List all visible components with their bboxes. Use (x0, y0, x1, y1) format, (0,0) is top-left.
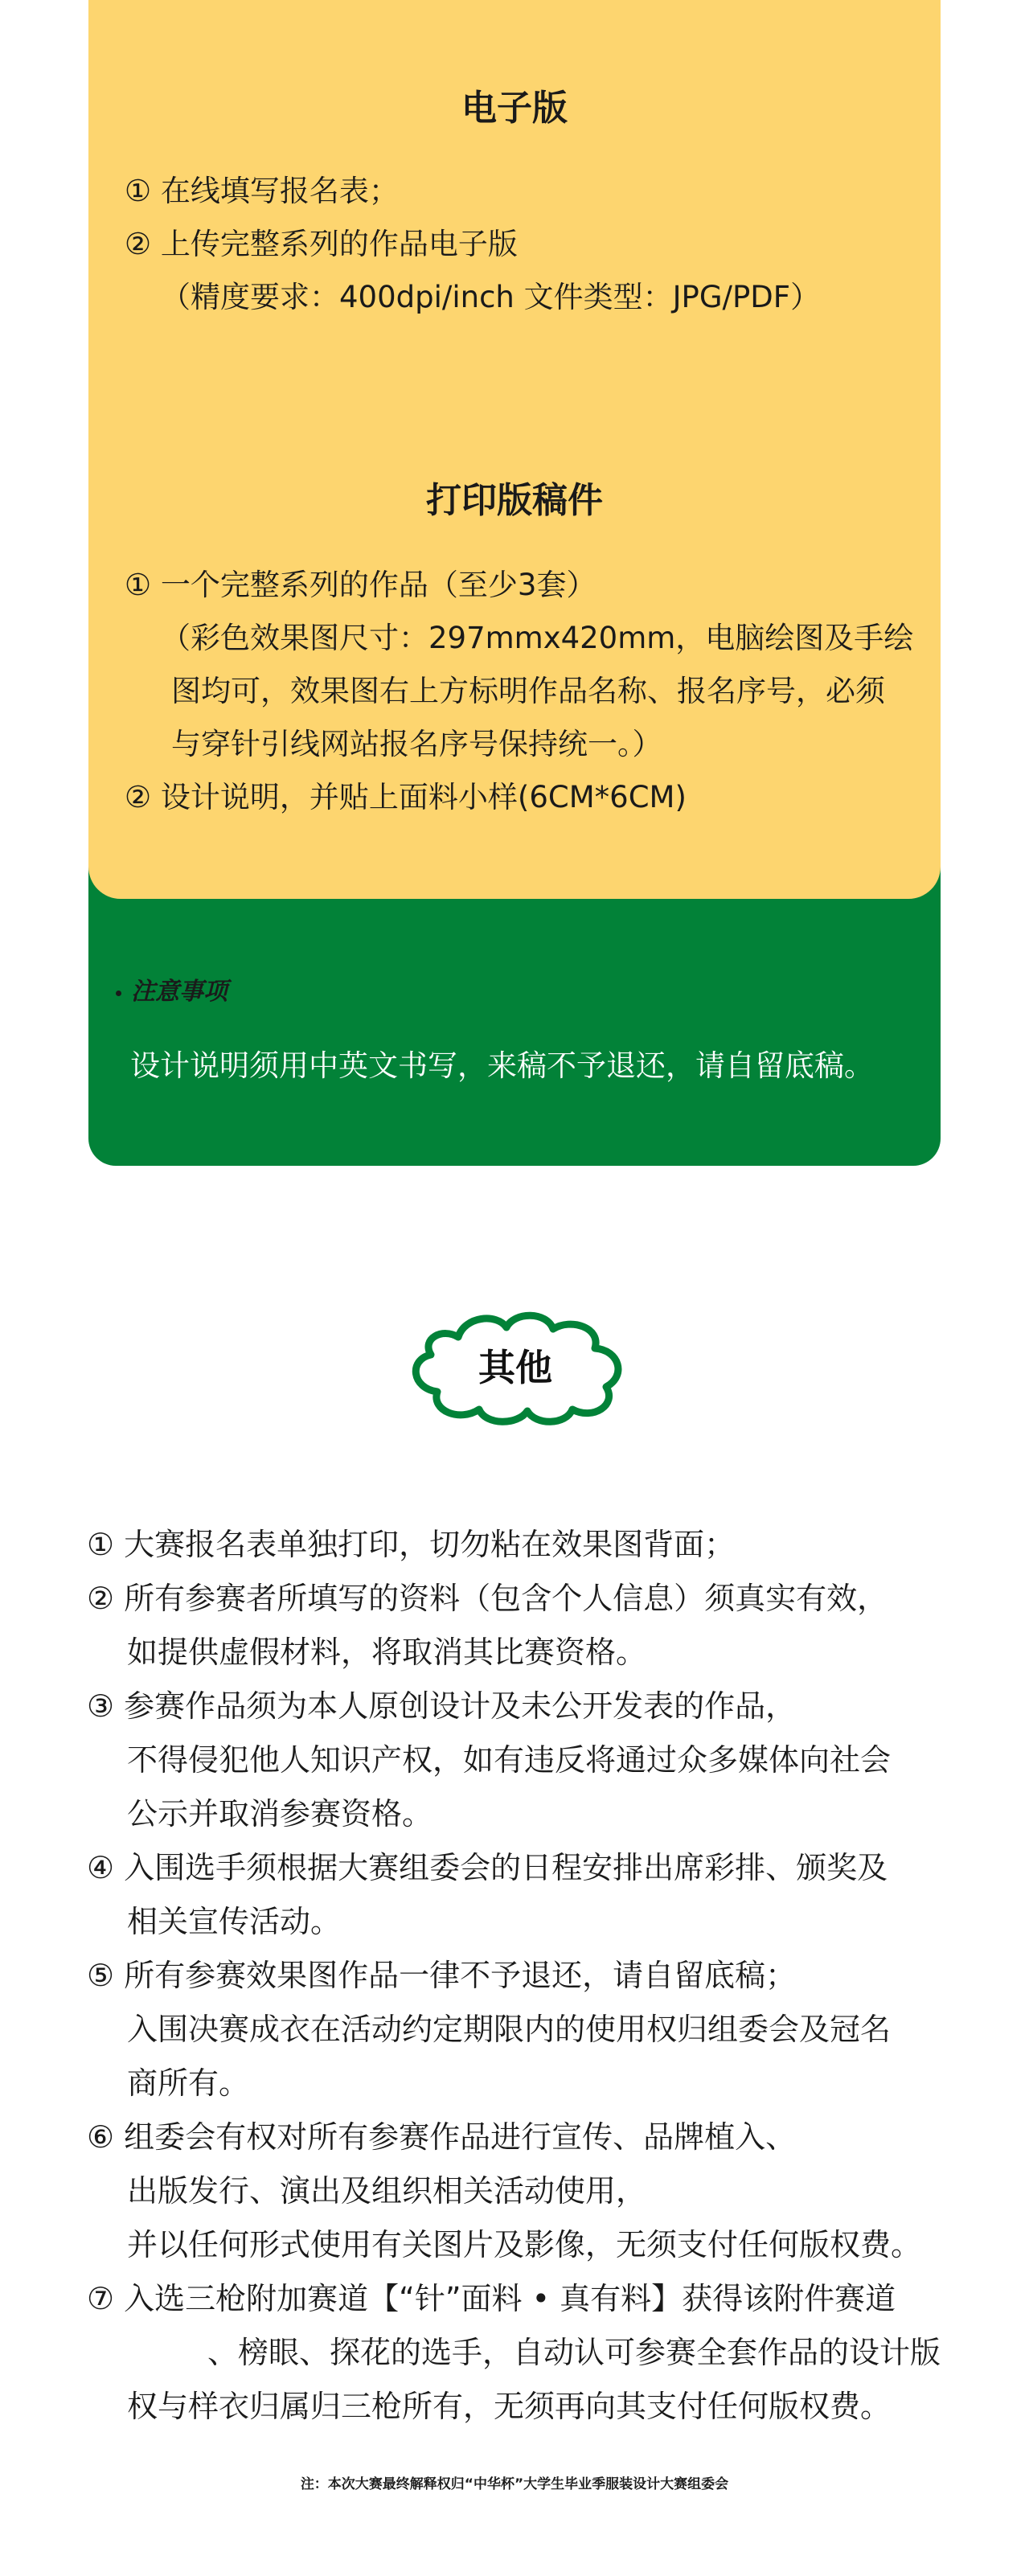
other-line: 相关宣传活动。 (127, 1904, 342, 1939)
other-line: ⑦ 入选三枪附加赛道【“针”面料 • 真有料】获得该附件赛道 (87, 2281, 896, 2316)
print-line: ② 设计说明，并贴上面料小样(6CM*6CM) (125, 780, 687, 814)
other-line: ④ 入围选手须根据大赛组委会的日程安排出席彩排、颁奖及 (87, 1850, 888, 1885)
print-list (125, 559, 912, 824)
footer-note: 注：本次大赛最终解释权归“中华杯”大学生毕业季服装设计大赛组委会 (300, 2476, 729, 2492)
other-line: 如提供虚假材料，将取消其比赛资格。 (127, 1635, 647, 1670)
electronic-list (125, 165, 912, 324)
notice-label (116, 971, 228, 1007)
other-line: ① 大赛报名表单独打印，切勿粘在效果图背面； (87, 1527, 736, 1562)
other-line: ⑤ 所有参赛效果图作品一律不予退还，请自留底稿； (87, 1958, 797, 1993)
electronic-line: （精度要求：400dpi/inch 文件类型：JPG/PDF） (161, 280, 821, 314)
submission-card (88, 0, 941, 899)
notice-text: 设计说明须用中英文书写，来稿不予退还，请自留底稿。 (130, 1048, 874, 1083)
electronic-line: ② 上传完整系列的作品电子版 (125, 227, 518, 261)
notice-card (88, 852, 941, 1166)
electronic-title: 电子版 (461, 88, 568, 129)
other-line: 出版发行、演出及组织相关活动使用， (127, 2173, 647, 2209)
print-title: 打印版稿件 (426, 480, 603, 521)
other-line: 、榜眼、探花的选手，自动认可参赛全套作品的设计版 (207, 2335, 941, 2370)
other-line: 商所有。 (127, 2065, 250, 2101)
other-line: 不得侵犯他人知识产权，如有违反将通过众多媒体向社会 (127, 1742, 892, 1778)
other-title: 其他 (478, 1346, 552, 1389)
electronic-line: ① 在线填写报名表； (125, 174, 399, 208)
other-line: 公示并取消参赛资格。 (127, 1796, 433, 1832)
notice-label-text: 注意事项 (131, 978, 228, 1006)
print-line: 图均可，效果图右上方标明作品名称、报名序号，必须 (171, 674, 885, 708)
other-list (87, 1518, 971, 2434)
other-title-badge (402, 1306, 629, 1427)
other-line: ② 所有参赛者所填写的资料（包含个人信息）须真实有效， (87, 1581, 888, 1616)
bullet-dot-icon (116, 991, 121, 996)
other-line: 并以任何形式使用有关图片及影像，无须支付任何版权费。 (127, 2227, 922, 2262)
other-line: 入围决赛成衣在活动约定期限内的使用权归组委会及冠名 (127, 2012, 892, 2047)
print-line: ① 一个完整系列的作品（至少3套） (125, 568, 596, 602)
other-line: ⑥ 组委会有权对所有参赛作品进行宣传、品牌植入、 (87, 2119, 797, 2155)
print-line: （彩色效果图尺寸：297mmx420mm，电脑绘图及手绘 (161, 621, 914, 655)
other-line: 权与样衣归属归三枪所有，无须再向其支付任何版权费。 (127, 2389, 892, 2424)
print-line: 与穿针引线网站报名序号保持统一。） (171, 727, 662, 761)
other-line: ③ 参赛作品须为本人原创设计及未公开发表的作品， (87, 1688, 797, 1724)
